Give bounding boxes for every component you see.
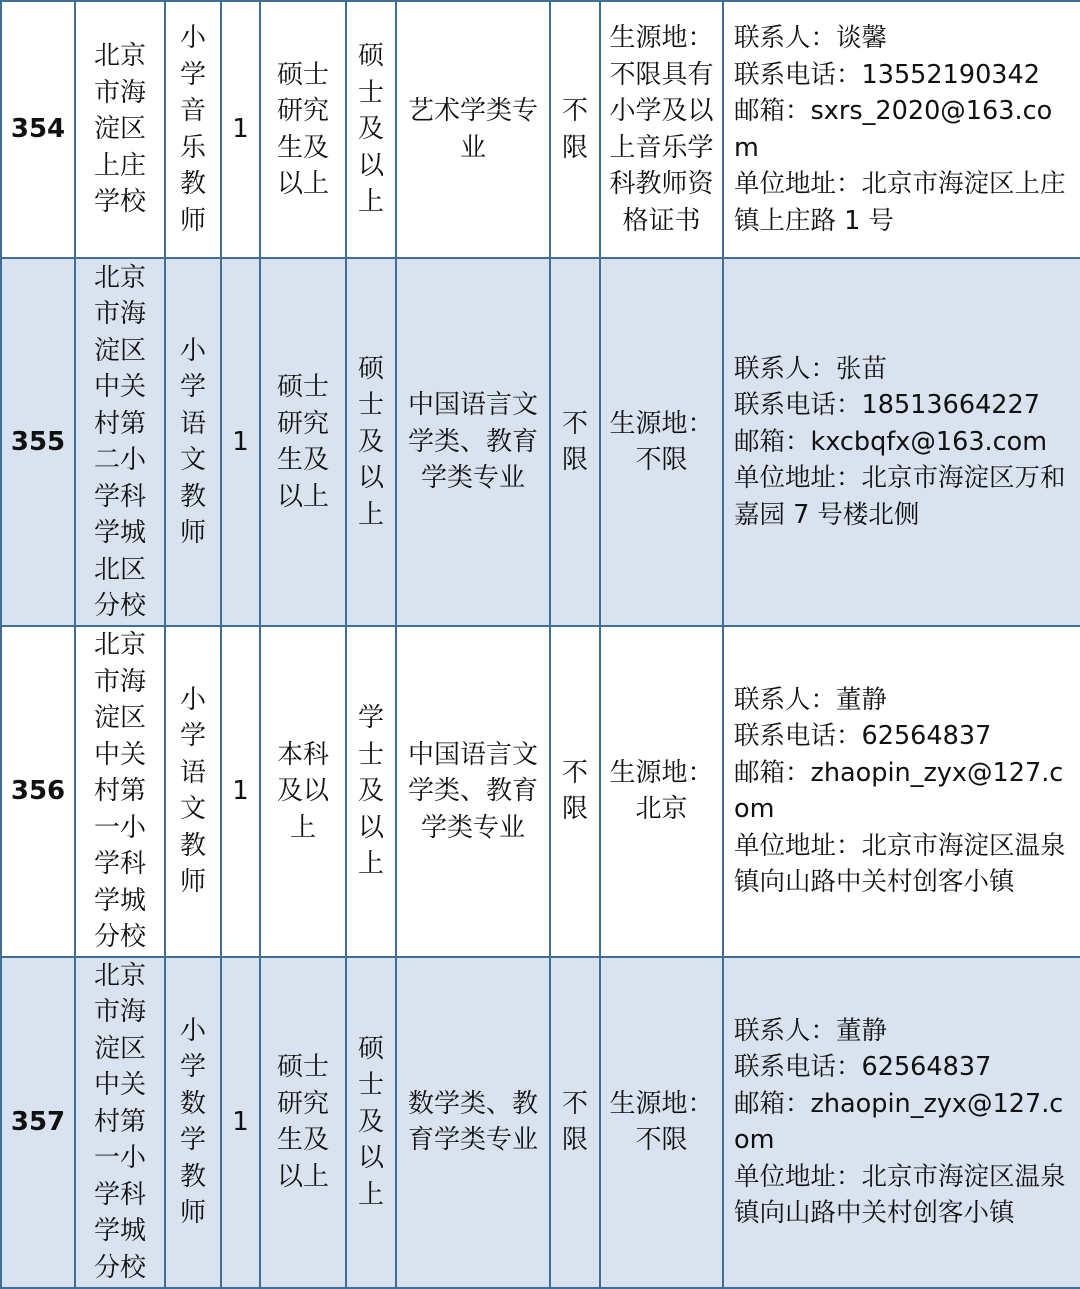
contact-info	[723, 626, 1080, 957]
other-requirements: 生源地：北京	[600, 626, 723, 957]
major-requirement: 中国语言文学类、教育学类专业	[396, 258, 550, 626]
hiring-count: 1	[221, 957, 260, 1288]
political-status: 不限	[550, 258, 600, 626]
contact-info	[723, 957, 1080, 1288]
education-requirement: 硕士研究生及以上	[260, 957, 346, 1288]
contact-info	[723, 1, 1080, 258]
political-status: 不限	[550, 957, 600, 1288]
contact-phone: 联系电话：62564837	[734, 1052, 992, 1082]
contact-person: 联系人：张苗	[734, 353, 888, 384]
contact-info	[723, 258, 1080, 626]
post-name: 小学音乐教师	[165, 1, 221, 258]
other-requirements: 生源地：不限具有小学及以上音乐学科教师资格证书	[600, 1, 723, 258]
contact-person: 联系人：董静	[734, 684, 888, 715]
position-number: 356	[1, 626, 75, 957]
table-row	[1, 258, 1080, 626]
contact-email: 邮箱：zhaopin_zyx@127.com	[734, 757, 1064, 825]
political-status: 不限	[550, 626, 600, 957]
table-row	[1, 957, 1080, 1288]
contact-address: 单位地址：北京市海淀区上庄镇上庄路 1 号	[734, 169, 1066, 236]
employer-name: 北京市海淀区中关村第一小学科学城分校	[75, 957, 165, 1288]
education-requirement: 硕士研究生及以上	[260, 258, 346, 626]
contact-email: 邮箱：kxcbqfx@163.com	[734, 426, 1048, 457]
degree-requirement: 硕士及以上	[346, 957, 396, 1288]
degree-requirement: 硕士及以上	[346, 1, 396, 258]
education-requirement: 本科及以上	[260, 626, 346, 957]
contact-phone: 联系电话：62564837	[734, 721, 992, 752]
post-name: 小学语文教师	[165, 626, 221, 957]
other-requirements: 生源地：不限	[600, 258, 723, 626]
contact-person: 联系人：谈馨	[734, 23, 888, 53]
employer-name: 北京市海淀区上庄学校	[75, 1, 165, 258]
education-requirement: 硕士研究生及以上	[260, 1, 346, 258]
other-requirements: 生源地：不限	[600, 957, 723, 1288]
hiring-count: 1	[221, 1, 260, 258]
table-row	[1, 626, 1080, 957]
position-number: 357	[1, 957, 75, 1288]
degree-requirement: 硕士及以上	[346, 258, 396, 626]
table-row	[1, 1, 1080, 258]
hiring-count: 1	[221, 258, 260, 626]
major-requirement: 数学类、教育学类专业	[396, 957, 550, 1288]
contact-email: 邮箱：zhaopin_zyx@127.com	[734, 1088, 1064, 1155]
major-requirement: 艺术学类专业	[396, 1, 550, 258]
employer-name: 北京市海淀区中关村第一小学科学城分校	[75, 626, 165, 957]
contact-address: 单位地址：北京市海淀区温泉镇向山路中关村创客小镇	[734, 830, 1066, 898]
contact-address: 单位地址：北京市海淀区温泉镇向山路中关村创客小镇	[734, 1161, 1066, 1228]
post-name: 小学语文教师	[165, 258, 221, 626]
hiring-count: 1	[221, 626, 260, 957]
contact-email: 邮箱：sxrs_2020@163.com	[734, 96, 1053, 163]
degree-requirement: 学士及以上	[346, 626, 396, 957]
post-name: 小学数学教师	[165, 957, 221, 1288]
contact-person: 联系人：董静	[734, 1015, 888, 1046]
contact-phone: 联系电话：18513664227	[734, 390, 1040, 421]
employer-name: 北京市海淀区中关村第二小学科学城北区分校	[75, 258, 165, 626]
position-number: 355	[1, 258, 75, 626]
political-status: 不限	[550, 1, 600, 258]
contact-address: 单位地址：北京市海淀区万和嘉园 7 号楼北侧	[734, 463, 1066, 530]
major-requirement: 中国语言文学类、教育学类专业	[396, 626, 550, 957]
position-number: 354	[1, 1, 75, 258]
contact-phone: 联系电话：13552190342	[734, 59, 1040, 90]
